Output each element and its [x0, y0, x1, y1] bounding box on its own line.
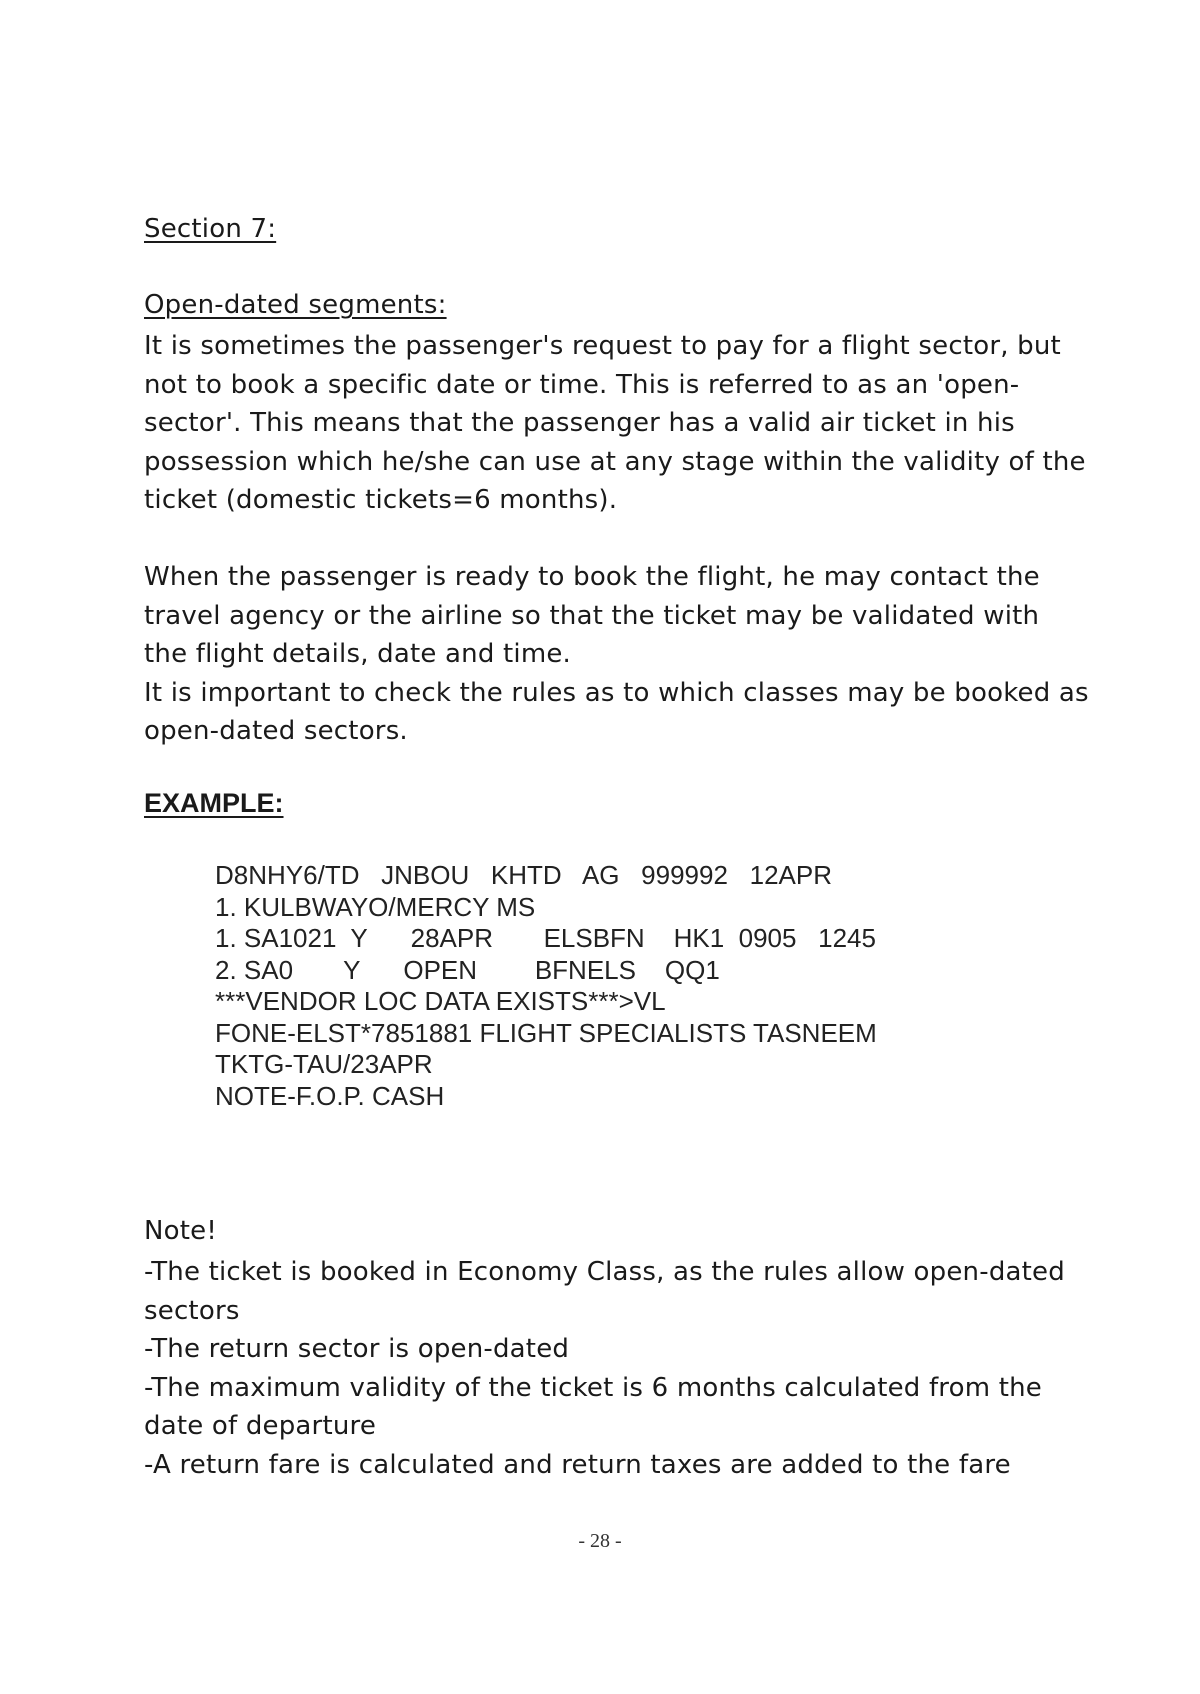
paragraph-line: When the passenger is ready to book the flight, he may contact the	[144, 562, 1040, 592]
paragraph-line: open-dated sectors.	[144, 716, 408, 746]
note-line: -A return fare is calculated and return taxes are added to the fare	[144, 1449, 1011, 1480]
note-item	[144, 1369, 1065, 1446]
pnr-line: TKTG-TAU/23APR	[215, 1049, 433, 1079]
sub-heading: Open-dated segments:	[144, 290, 447, 320]
note-item	[144, 1446, 1065, 1485]
booking-paragraph	[144, 558, 1089, 751]
paragraph-line: sector'. This means that the passenger has a valid air ticket in his	[144, 408, 1015, 438]
note-line: sectors	[144, 1295, 240, 1326]
pnr-line: 1. KULBWAYO/MERCY MS	[215, 891, 536, 922]
pnr-line: D8NHY6/TD JNBOU KHTD AG 999992 12APR	[215, 860, 832, 890]
pnr-line: ***VENDOR LOC DATA EXISTS***>VL	[215, 986, 666, 1016]
example-label: EXAMPLE:	[144, 788, 284, 818]
pnr-line: 2. SA0 Y OPEN BFNELS QQ1	[215, 954, 720, 985]
note-line: -The return sector is open-dated	[144, 1334, 570, 1364]
note-item	[144, 1253, 1065, 1330]
paragraph-line: not to book a specific date or time. This is referred to as an 'open-	[144, 369, 1020, 400]
notes-list	[144, 1253, 1065, 1484]
paragraph-line: It is important to check the rules as to which classes may be booked as	[144, 677, 1089, 708]
intro-paragraph	[144, 327, 1086, 520]
paragraph-line: It is sometimes the passenger's request to pay for a flight sector, but	[144, 331, 1061, 361]
note-item	[144, 1330, 1065, 1369]
pnr-line: NOTE-F.O.P. CASH	[215, 1080, 445, 1111]
pnr-example-block	[215, 860, 877, 1112]
paragraph-line: ticket (domestic tickets=6 months).	[144, 485, 618, 515]
note-line: -The maximum validity of the ticket is 6 months calculated from the	[144, 1372, 1042, 1403]
note-title: Note!	[144, 1216, 217, 1246]
pnr-line: FONE-ELST*7851881 FLIGHT SPECIALISTS TASNEEM	[215, 1017, 877, 1048]
paragraph-line: possession which he/she can use at any stage within the validity of the	[144, 446, 1086, 477]
page-number: - 28 -	[578, 1530, 622, 1552]
section-heading: Section 7:	[144, 214, 277, 244]
paragraph-line: travel agency or the airline so that the ticket may be validated with	[144, 600, 1040, 631]
pnr-line: 1. SA1021 Y 28APR ELSBFN HK1 0905 1245	[215, 923, 876, 953]
note-line: -The ticket is booked in Economy Class, as the rules allow open-dated	[144, 1257, 1065, 1287]
paragraph-line: the flight details, date and time.	[144, 639, 572, 669]
note-line: date of departure	[144, 1411, 377, 1441]
